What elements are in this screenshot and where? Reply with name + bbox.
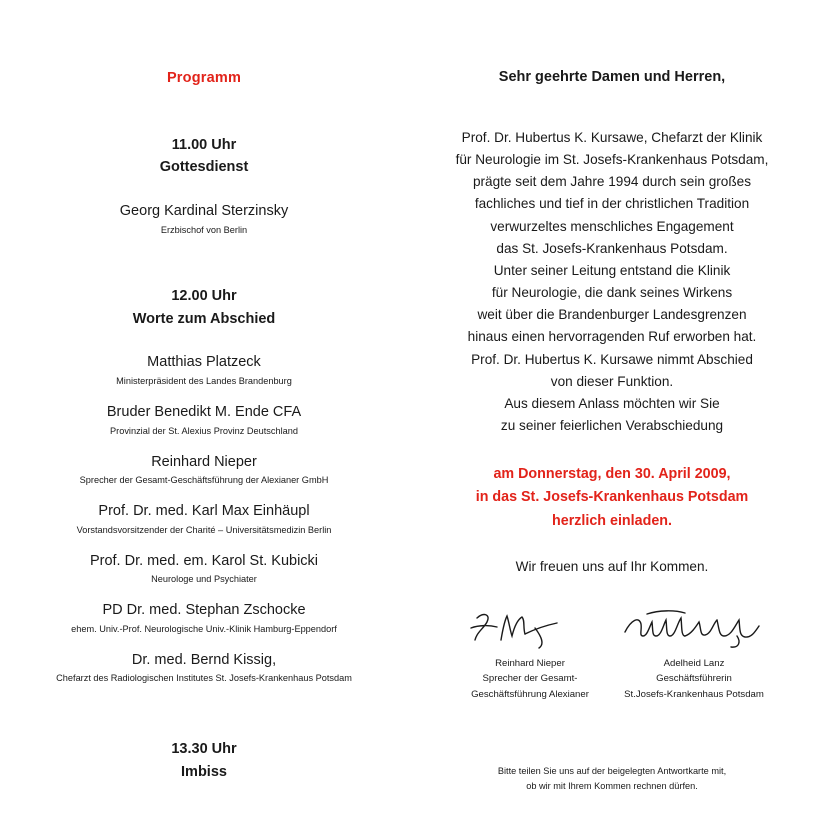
list-item xyxy=(30,551,378,588)
body-line: verwurzeltes menschliches Engagement xyxy=(490,218,734,234)
person-role: Erzbischof von Berlin xyxy=(160,224,248,235)
program-time: 12.00 Uhr xyxy=(171,288,237,305)
program-heading: Gottesdienst xyxy=(159,159,249,176)
signature-role: Sprecher der Gesamt- xyxy=(482,673,578,685)
signature-block-right xyxy=(614,606,774,703)
body-line: von dieser Funktion. xyxy=(550,373,674,389)
body-line: Unter seiner Leitung entstand die Klinik xyxy=(493,262,731,278)
list-item xyxy=(30,501,378,538)
list-item xyxy=(30,650,378,687)
signature-name: Reinhard Nieper xyxy=(495,657,565,669)
program-heading: Worte zum Abschied xyxy=(132,310,276,327)
body-line: Prof. Dr. Hubertus K. Kursawe nimmt Abschied xyxy=(471,351,753,367)
signature-role: Geschäftsführung Alexianer xyxy=(471,688,589,700)
person-role: Sprecher der Gesamt-Geschäftsführung der Alexianer GmbH xyxy=(79,475,329,486)
person-name: PD Dr. med. Stephan Zschocke xyxy=(102,602,306,619)
list-item xyxy=(30,352,378,389)
footnote-line: Bitte teilen Sie uns auf der beigelegten Antwortkarte mit, xyxy=(497,766,727,777)
person-name: Prof. Dr. med. Karl Max Einhäupl xyxy=(98,503,310,520)
body-line: für Neurologie, die dank seines Wirkens xyxy=(491,285,733,301)
signature-area xyxy=(444,606,780,703)
body-line: Prof. Dr. Hubertus K. Kursawe, Chefarzt der Klinik xyxy=(461,130,763,145)
list-item xyxy=(30,201,378,238)
person-role: Vorstandsvorsitzender der Charité – Universitätsmedizin Berlin xyxy=(76,524,332,535)
footnote-line: ob wir mit Ihrem Kommen rechnen dürfen. xyxy=(526,781,698,792)
letter-body xyxy=(444,127,780,437)
list-item xyxy=(30,452,378,489)
program-block-imbiss xyxy=(30,738,378,783)
person-name: Prof. Dr. med. em. Karol St. Kubicki xyxy=(89,552,319,569)
person-name: Dr. med. Bernd Kissig, xyxy=(131,651,277,668)
signature-adelheid-lanz-icon xyxy=(614,606,774,650)
person-role: Provinzial der St. Alexius Provinz Deutschland xyxy=(110,425,298,436)
body-line: fachliches und tief in der christlichen Tradition xyxy=(474,196,750,212)
signature-role: Geschäftsführerin xyxy=(656,673,732,685)
program-time: 13.30 Uhr xyxy=(171,741,237,758)
body-line: weit über die Brandenburger Landesgrenzen xyxy=(477,307,747,323)
person-role: Chefarzt des Radiologischen Institutes St. Josefs-Krankenhaus Potsdam xyxy=(56,673,352,684)
body-line: für Neurologie im St. Josefs-Krankenhaus Potsdam, xyxy=(455,152,769,168)
signature-role: St.Josefs-Krankenhaus Potsdam xyxy=(624,688,764,700)
invite-line: in das St. Josefs-Krankenhaus Potsdam xyxy=(475,489,749,506)
body-line: zu seiner feierlichen Verabschiedung xyxy=(500,418,724,434)
program-block-worte-zum-abschied xyxy=(30,285,378,686)
invitation-highlight xyxy=(444,463,780,532)
person-name: Matthias Platzeck xyxy=(147,354,261,371)
list-item xyxy=(30,600,378,637)
invite-line: am Donnerstag, den 30. April 2009, xyxy=(493,466,731,483)
invite-line: herzlich einladen. xyxy=(552,512,672,529)
person-role: Ministerpräsident des Landes Brandenburg xyxy=(116,376,292,387)
program-time: 11.00 Uhr xyxy=(171,137,237,153)
body-line: prägte seit dem Jahre 1994 durch sein großes xyxy=(472,174,752,190)
program-title: Programm xyxy=(166,70,242,86)
letter-footnote xyxy=(444,764,780,794)
person-name: Georg Kardinal Sterzinsky xyxy=(119,202,289,219)
program-block-gottesdienst xyxy=(30,134,378,237)
letter-column xyxy=(408,0,816,820)
signature-block-left xyxy=(450,606,610,703)
program-people xyxy=(30,201,378,238)
body-line: hinaus einen hervorragenden Ruf erworben hat. xyxy=(467,329,757,345)
person-name: Bruder Benedikt M. Ende CFA xyxy=(106,403,302,420)
letter-closing: Wir freuen uns auf Ihr Kommen. xyxy=(515,558,709,574)
person-name: Reinhard Nieper xyxy=(151,453,257,470)
program-heading: Imbiss xyxy=(181,763,227,780)
person-role: Neurologe und Psychiater xyxy=(151,574,257,585)
signature-name: Adelheid Lanz xyxy=(663,657,725,669)
body-line: Aus diesem Anlass möchten wir Sie xyxy=(504,395,720,411)
list-item xyxy=(30,402,378,439)
program-people xyxy=(30,352,378,686)
person-role: ehem. Univ.-Prof. Neurologische Univ.-Klinik Hamburg-Eppendorf xyxy=(71,623,337,634)
letter-salutation: Sehr geehrte Damen und Herren, xyxy=(498,69,726,85)
body-line: das St. Josefs-Krankenhaus Potsdam. xyxy=(496,240,728,256)
signature-reinhard-nieper-icon xyxy=(450,606,610,650)
